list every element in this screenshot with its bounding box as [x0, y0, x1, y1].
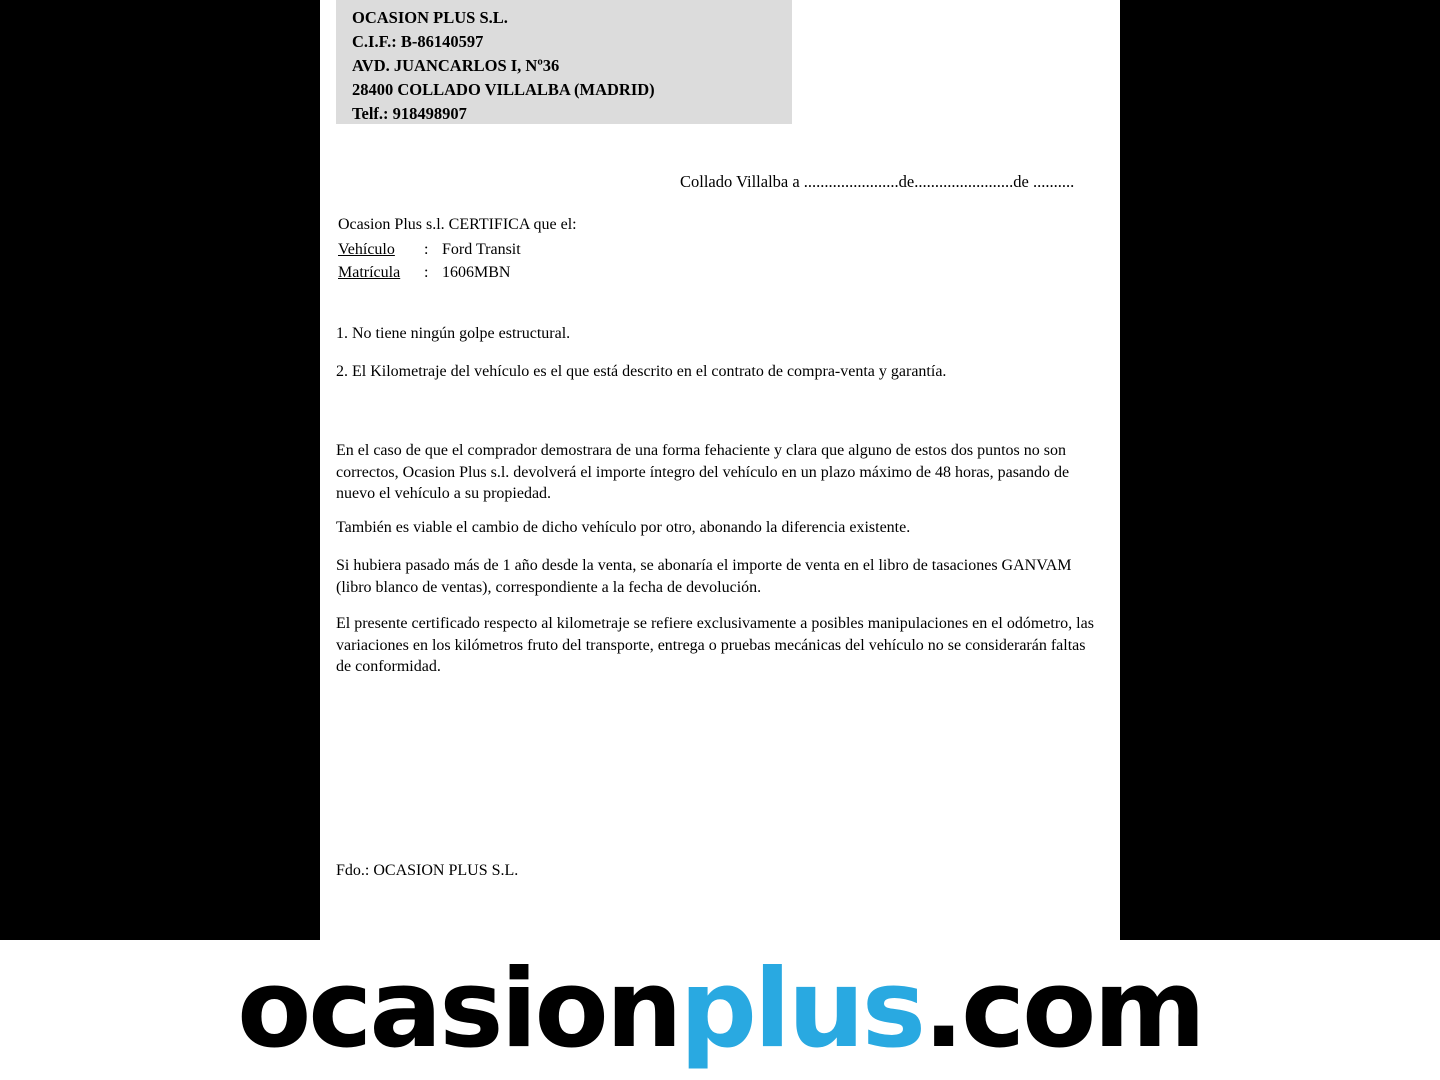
date-line: Collado Villalba a .......................de........................de .......... — [680, 172, 1075, 191]
field-row-plate — [338, 264, 510, 282]
company-name: OCASION PLUS S.L. — [352, 8, 508, 27]
company-address: AVD. JUANCARLOS I, Nº36 — [352, 56, 560, 75]
field-value-vehicle: Ford Transit — [442, 241, 521, 258]
logo-text-com: .com — [923, 947, 1203, 1072]
field-label-plate: Matrícula — [338, 264, 401, 281]
brand-footer-band — [0, 940, 1440, 1080]
field-separator-plate: : — [424, 264, 429, 281]
point-item-2: 2. El Kilometraje del vehículo es el que está descrito en el contrato de compra-venta y garantía. — [336, 363, 947, 380]
signature-line: Fdo.: OCASION PLUS S.L. — [336, 862, 519, 879]
field-value-plate: 1606MBN — [442, 264, 511, 281]
certifies-line: Ocasion Plus s.l. CERTIFICA que el: — [338, 216, 577, 233]
paragraph-1: En el caso de que el comprador demostrara de una forma fehaciente y clara que alguno de estos dos puntos no son correctos, Ocasion Plus s.l. devolverá el importe íntegro del vehículo en un plazo máximo de 48 horas, pasando de nuevo el vehículo a su propiedad. — [336, 442, 1070, 502]
company-phone: Telf.: 918498907 — [352, 104, 467, 123]
logo-text-plus: plus — [679, 947, 924, 1072]
paragraph-3: Si hubiera pasado más de 1 año desde la venta, se abonaría el importe de venta en el libro de tasaciones GANVAM (libro blanco de ventas), correspondiente a la fecha de devolución. — [336, 557, 1072, 596]
logo-text-ocasion: ocasion — [237, 947, 680, 1072]
field-label-vehicle: Vehículo — [338, 241, 395, 258]
point-item-1: 1. No tiene ningún golpe estructural. — [336, 325, 571, 342]
paragraph-2: También es viable el cambio de dicho vehículo por otro, abonando la diferencia existente. — [336, 519, 911, 536]
company-cif: C.I.F.: B-86140597 — [352, 32, 484, 51]
paragraph-4: El presente certificado respecto al kilometraje se refiere exclusivamente a posibles manipulaciones en el odómetro, las variaciones en los kilómetros fruto del transporte, entrega o pruebas mecánicas del vehículo no se considerarán faltas de conformidad. — [336, 615, 1094, 675]
field-row-vehicle — [338, 241, 521, 259]
certificate-page — [320, 0, 1120, 940]
ocasionplus-logo — [237, 947, 1203, 1072]
company-header-block — [336, 0, 792, 124]
field-separator-vehicle: : — [424, 241, 429, 258]
company-city: 28400 COLLADO VILLALBA (MADRID) — [352, 80, 655, 99]
